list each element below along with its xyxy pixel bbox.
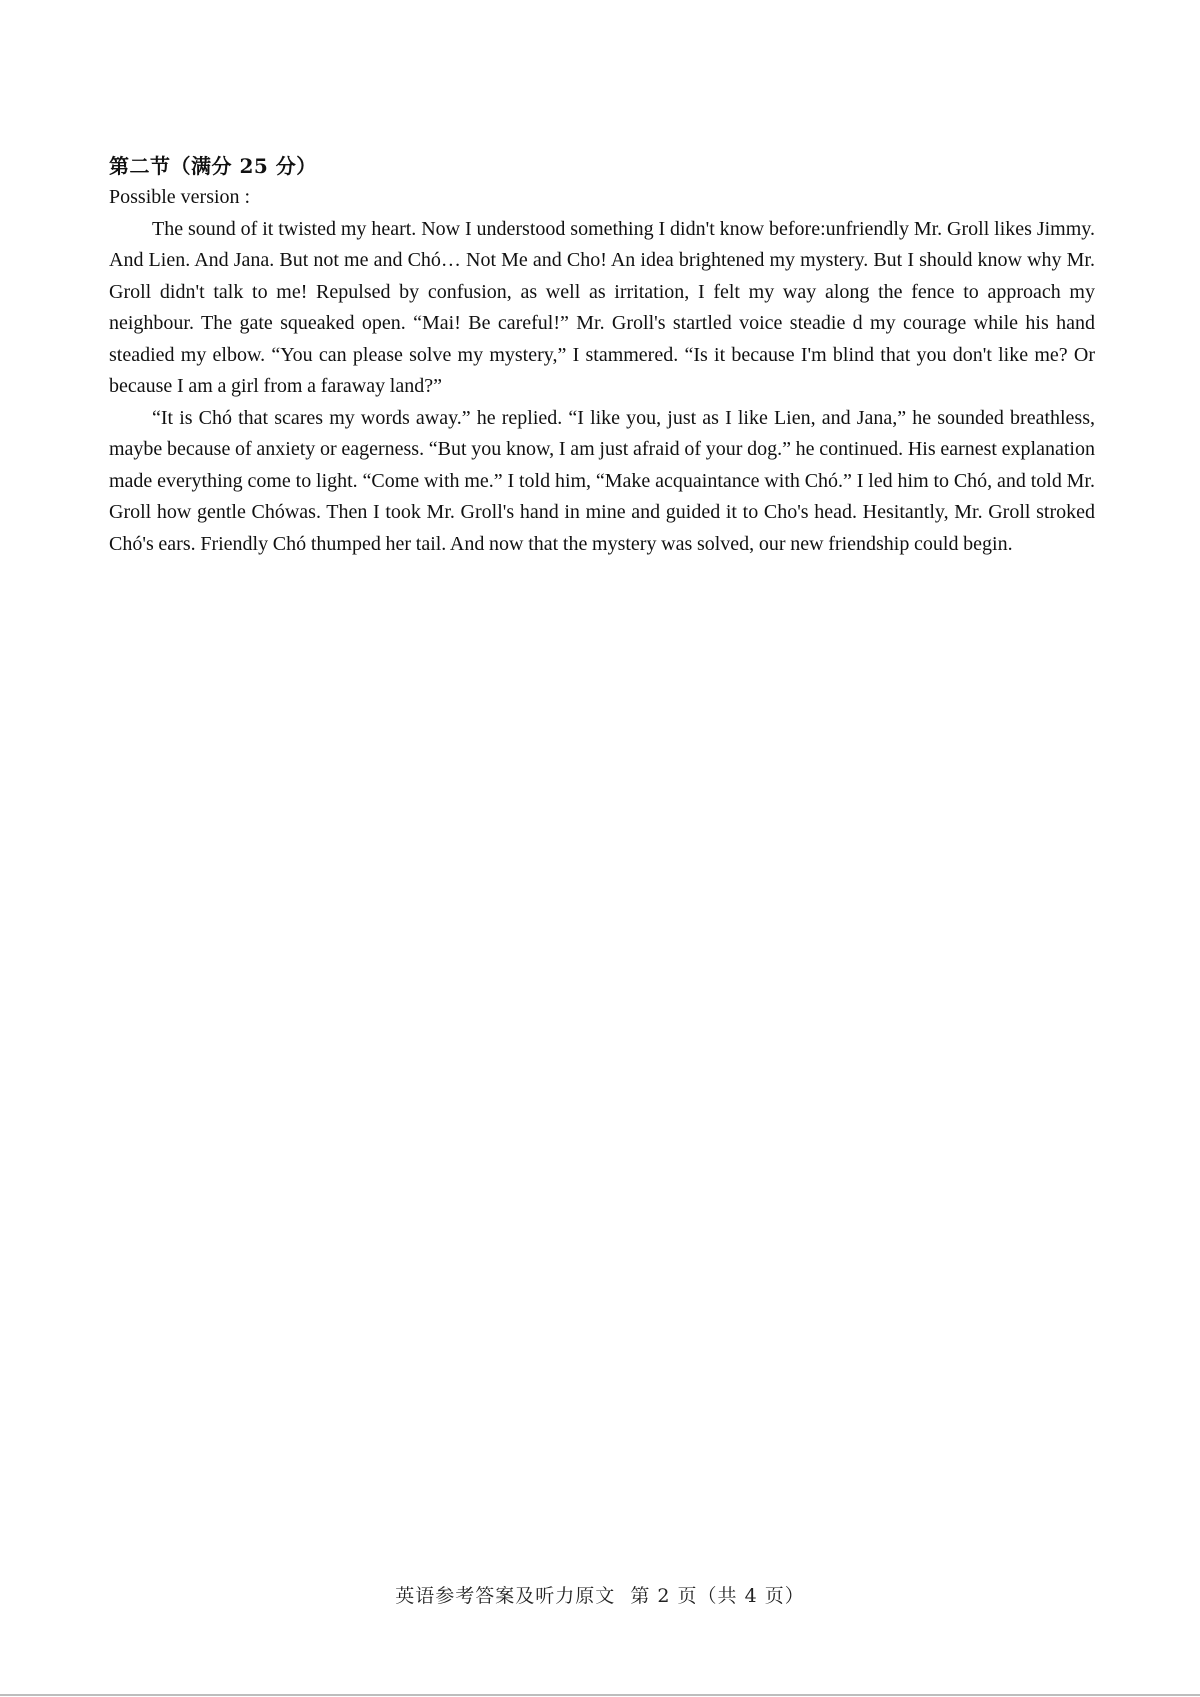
section-heading: 第二节（满分 25 分）	[109, 154, 317, 178]
footer-title: 英语参考答案及听力原文	[395, 1585, 616, 1607]
answer-section	[109, 152, 1095, 560]
page-footer	[0, 1583, 1200, 1609]
bottom-edge-line	[0, 1694, 1200, 1696]
essay-paragraph-1: The sound of it twisted my heart. Now I understood something I didn't know before:unfriendly Mr. Groll likes Jimmy. And Lien. And Jana. But not me and Chó… Not Me and Cho! An idea brightened my mystery. But I should know why Mr. Groll didn't talk to me! Repulsed by confusion, as well as irritation, I felt my way along the fence to approach my neighbour. The gate squeaked open. “Mai! Be careful!” Mr. Groll's startled voice steadie d my courage while his hand steadied my elbow. “You can please solve my mystery,” I stammered. “Is it because I'm blind that you don't like me? Or because I am a girl from a faraway land?”	[109, 217, 1095, 397]
footer-page-number: 第 2 页（共 4 页）	[630, 1585, 805, 1607]
essay-paragraph-2: “It is Chó that scares my words away.” he replied. “I like you, just as I like Lien, and Jana,” he sounded breathless, maybe because of anxiety or eagerness. “But you know, I am just afraid of your dog.” he continued. His earnest explanation made everything come to light. “Come with me.” I told him, “Make acquaintance with Chó.” I led him to Chó, and told Mr. Groll how gentle Chówas. Then I took Mr. Groll's hand in mine and guided it to Cho's head. Hesitantly, Mr. Groll stroked Chó's ears. Friendly Chó thumped her tail. And now that the mystery was solved, our new friendship could begin.	[109, 406, 1095, 555]
possible-version-label: Possible version :	[109, 186, 251, 208]
